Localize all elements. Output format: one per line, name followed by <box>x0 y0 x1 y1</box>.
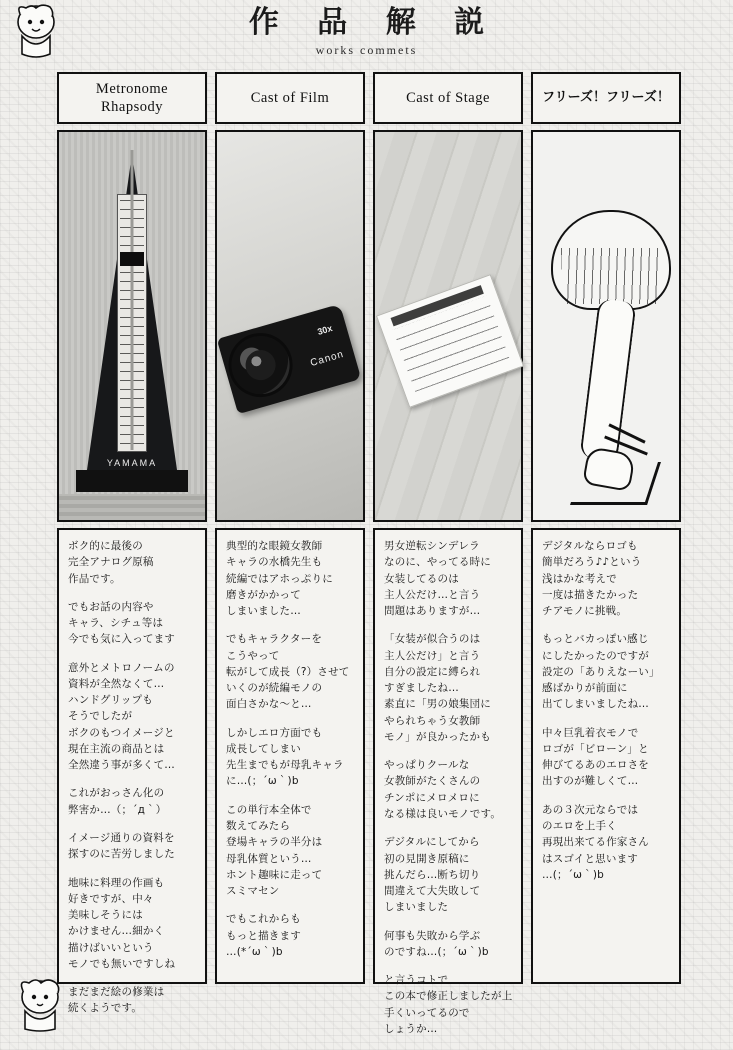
camcorder-brand-label: Canon <box>309 348 346 369</box>
paragraph: デジタルならロゴも 簡単だろう♪♪という 浅はかな考えで 一度は描きたかった チアモノに挑戦。 <box>542 540 642 618</box>
paragraph: やっぱりクールな 女教師がたくさんの チンポにメロメロに なる様は良いモノです。 <box>384 759 502 820</box>
paragraph: 何事も失敗から学ぶ のですね…(；´ω｀)b <box>384 929 489 958</box>
paragraph: しかしエロ方面でも 成長してしまい 先生までもが母乳キャラ に…(；´ω｀)b <box>226 726 344 788</box>
metronome-base <box>76 470 188 492</box>
column-cast-of-stage <box>373 72 523 1035</box>
paragraph: まだまだ絵の修業は 続くようです。 <box>68 986 165 1015</box>
column-text-4 <box>531 528 681 984</box>
column-metronome-rhapsody <box>57 72 207 1015</box>
paragraph: 男女逆転シンデレラ なのに、やってる時に 女装してるのは 主人公だけ…と言う 問題はありますが… <box>384 540 491 618</box>
column-heading-label-3: Cast of Stage <box>406 89 490 106</box>
paragraph: この単行本全体で 数えてみたら 登場キャラの半分は 母乳体質という… ホント趣味に走って スミマセン <box>226 803 323 898</box>
paragraph: でもこれからも もっと描きます …(*´ω｀)b <box>226 913 301 958</box>
page-title-english: works commets <box>315 43 418 57</box>
column-cast-of-film <box>215 72 365 992</box>
paragraph: と言うコトで この本で修正しましたが上手くいってるので しょうか… <box>384 974 513 1035</box>
paragraph: 「女装が似合うのは 主人公だけ」と言う 自分の設定に縛られ すぎましたね… 素直に「男の娘集団に やられちゃう女教師 モノ」が良かったかも <box>384 633 491 743</box>
column-text-2 <box>215 528 365 984</box>
character-shoe <box>570 462 661 505</box>
column-heading-4 <box>531 72 681 124</box>
paragraph: 意外とメトロノームの 資料が全然なくて… ハンドグリップも そうでしたが ボクのもつイメージと 現在主流の商品とは 全然違う事が多くて… <box>68 661 175 772</box>
camcorder-photo <box>215 130 365 522</box>
page-title-japanese: 作 品 解 説 <box>248 5 499 40</box>
metronome-weight <box>120 252 144 266</box>
camcorder-lens <box>225 329 297 401</box>
column-text-1 <box>57 528 207 1015</box>
paragraph: 地味に料理の作画も 好きですが、中々 美味しそうには かけません…細かく 描けばいいという モノでも無いですしね <box>68 876 176 970</box>
paragraph: 典型的な眼鏡女教師 キャラの水橋先生も 続編ではアホっぷりに 磨きがかかって しまいました… <box>226 540 333 618</box>
paragraph: でもお話の内容や キャラ、シチュ等は 今でも気に入ってます <box>68 600 175 646</box>
commentary-columns <box>57 72 681 1035</box>
column-heading-2 <box>215 72 365 124</box>
metronome-pendulum-rod <box>131 150 134 450</box>
camcorder-zoom-label: 30x <box>316 323 334 337</box>
column-heading-label-1: Metronome Rhapsody <box>95 80 169 115</box>
column-freeze-freeze <box>531 72 681 992</box>
column-heading-label-2: Cast of Film <box>250 89 330 106</box>
script-on-floor-photo <box>373 130 523 522</box>
column-heading-1 <box>57 72 207 124</box>
paragraph: イメージ通りの資料を 探すのに苦労しました <box>68 831 175 861</box>
metronome-brand-label: YAMAMA <box>106 458 158 468</box>
column-heading-label-4: フリーズ！フリーズ！ <box>542 89 670 105</box>
paragraph: デジタルにしてから 初の見開き原稿に 挑んだら…断ち切り 間違えて大失敗して しまいました <box>384 836 481 914</box>
paragraph: ボク的に最後の 完全アナログ原稿 作品です。 <box>68 540 154 585</box>
column-heading-3 <box>373 72 523 124</box>
chibi-doodle-bottom-left <box>14 975 66 1033</box>
paragraph: もっとバカっぽい感じ にしたかったのですが 設定の「ありえなーい」 感ばかりが前面に 出てしまいましたね… <box>542 633 660 711</box>
column-text-3 <box>373 528 523 1035</box>
paragraph: でもキャラクターを こうやって 転がして成長（?）させて いくのが続編モノの 面白さかな～と… <box>226 633 350 711</box>
paragraph: 中々巨乳着衣モノで ロゴが「ビローン」と 伸びてるあのエロさを 出すのが難しくて… <box>542 726 649 788</box>
chibi-doodle-top-left <box>10 2 62 60</box>
metronome-floor <box>59 494 205 520</box>
paragraph: あの３次元ならでは のエロを上手く 再現出来てる作家さん はスゴイと思います …(；´ω｀)b <box>542 803 649 881</box>
page-header <box>0 6 733 58</box>
metronome-photo <box>57 130 207 522</box>
paragraph: これがおっさん化の 弊害か…（；´д｀） <box>68 787 167 816</box>
character-hair <box>551 210 671 310</box>
character-illustration-photo <box>531 130 681 522</box>
